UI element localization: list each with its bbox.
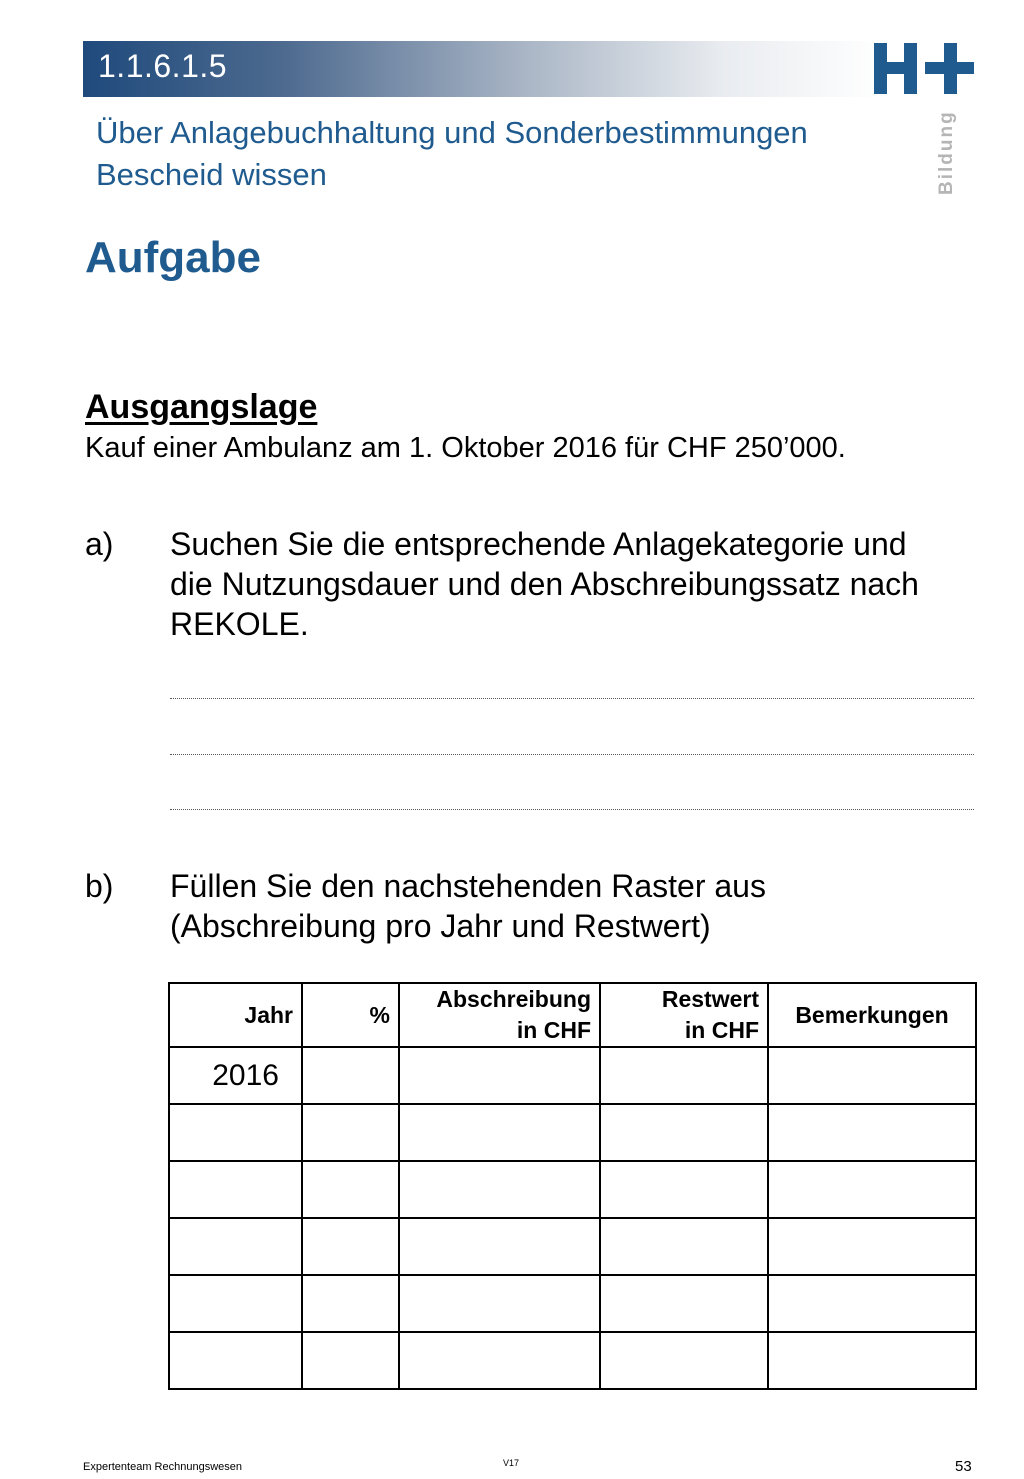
task-b-line-2: (Abschreibung pro Jahr und Restwert) <box>170 908 711 944</box>
table-cell[interactable] <box>302 1104 399 1161</box>
header-restwert-line-1: Restwert <box>661 986 759 1012</box>
task-a-line-2: die Nutzungsdauer und den Abschreibungssatz nach <box>170 566 919 602</box>
table-cell[interactable]: 2016 <box>169 1047 302 1104</box>
table-cell[interactable] <box>169 1104 302 1161</box>
table-cell[interactable] <box>600 1275 768 1332</box>
subtitle-line-1: Über Anlagebuchhaltung und Sonderbestimmungen <box>96 115 808 150</box>
table-cell[interactable] <box>600 1161 768 1218</box>
header-jahr: Jahr <box>169 983 302 1047</box>
table-cell[interactable] <box>302 1332 399 1389</box>
page-subtitle <box>96 112 896 196</box>
table-cell[interactable] <box>169 1332 302 1389</box>
table-cell[interactable] <box>600 1047 768 1104</box>
depreciation-table <box>168 982 977 1390</box>
answer-line-2[interactable] <box>170 754 974 755</box>
table-cell[interactable] <box>768 1047 976 1104</box>
table-cell[interactable] <box>399 1047 600 1104</box>
page-number: 53 <box>955 1458 972 1475</box>
subtitle-line-2: Bescheid wissen <box>96 157 327 192</box>
h-plus-bildung-logo <box>870 40 980 200</box>
ausgangslage-heading: Ausgangslage <box>85 388 318 426</box>
header-restwert-line-2: in CHF <box>684 1017 759 1043</box>
task-b-label: b) <box>85 868 114 904</box>
table-row <box>169 1161 976 1218</box>
answer-line-3[interactable] <box>170 809 974 810</box>
table-row <box>169 1104 976 1161</box>
header-abschreibung <box>399 983 600 1047</box>
table-cell[interactable] <box>768 1104 976 1161</box>
svg-text:Bildung: Bildung <box>936 110 957 195</box>
table-cell[interactable] <box>600 1104 768 1161</box>
table-cell[interactable] <box>768 1161 976 1218</box>
footer-team: Expertenteam Rechnungswesen <box>83 1461 242 1473</box>
table-cell[interactable] <box>302 1218 399 1275</box>
table-cell[interactable] <box>399 1218 600 1275</box>
table-cell[interactable] <box>302 1047 399 1104</box>
task-a-line-1: Suchen Sie die entsprechende Anlagekategorie und <box>170 526 907 562</box>
section-number: 1.1.6.1.5 <box>98 48 228 84</box>
task-a-line-3: REKOLE. <box>170 606 309 642</box>
table-cell[interactable] <box>768 1218 976 1275</box>
table-header-row <box>169 983 976 1047</box>
ausgangslage-text: Kauf einer Ambulanz am 1. Oktober 2016 für CHF 250’000. <box>85 432 846 464</box>
header-abschreibung-line-2: in CHF <box>516 1017 591 1043</box>
header-bemerkungen: Bemerkungen <box>768 983 976 1047</box>
table-cell[interactable] <box>399 1332 600 1389</box>
table-cell[interactable] <box>399 1161 600 1218</box>
footer-version: V17 <box>503 1458 520 1468</box>
table-cell[interactable] <box>768 1275 976 1332</box>
table-cell[interactable] <box>399 1275 600 1332</box>
table-cell[interactable] <box>399 1104 600 1161</box>
task-a-label: a) <box>85 526 114 562</box>
table-row <box>169 1047 976 1104</box>
task-b-text <box>170 866 980 946</box>
table-row <box>169 1332 976 1389</box>
table-cell[interactable] <box>169 1275 302 1332</box>
table-cell[interactable] <box>169 1218 302 1275</box>
table-cell[interactable] <box>600 1218 768 1275</box>
table-cell[interactable] <box>768 1332 976 1389</box>
header-restwert <box>600 983 768 1047</box>
answer-line-1[interactable] <box>170 698 974 699</box>
page-title: Aufgabe <box>85 233 261 282</box>
task-a-text <box>170 524 980 644</box>
table-body <box>169 1047 976 1389</box>
table-cell[interactable] <box>302 1161 399 1218</box>
table-cell[interactable] <box>600 1332 768 1389</box>
table-cell[interactable] <box>302 1275 399 1332</box>
table-row <box>169 1218 976 1275</box>
table-row <box>169 1275 976 1332</box>
header-percent: % <box>302 983 399 1047</box>
table-cell[interactable] <box>169 1161 302 1218</box>
header-abschreibung-line-1: Abschreibung <box>436 986 591 1012</box>
task-b-line-1: Füllen Sie den nachstehenden Raster aus <box>170 868 766 904</box>
